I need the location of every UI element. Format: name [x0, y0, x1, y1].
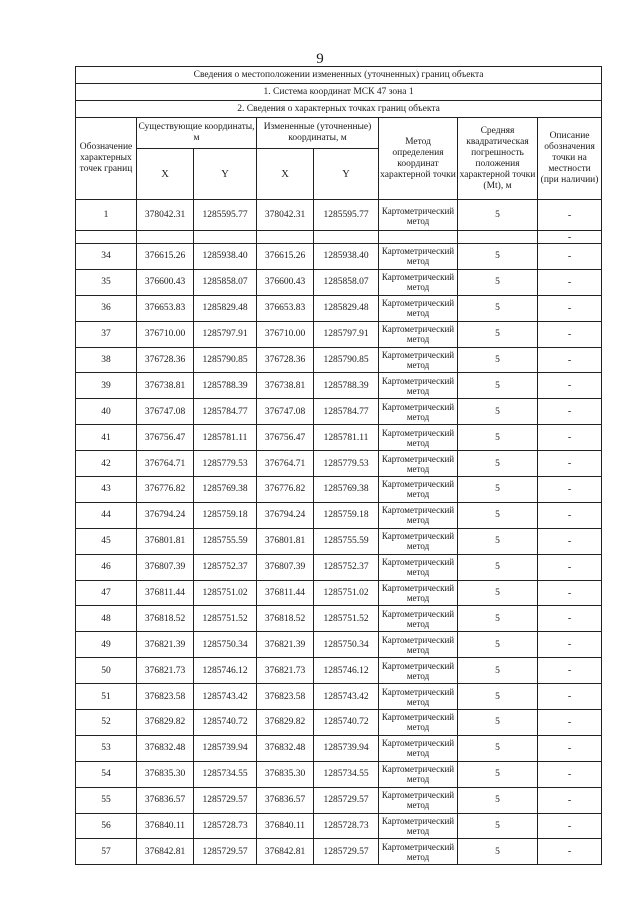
- changed-x: 376829.82: [257, 710, 314, 736]
- table-row: [76, 451, 602, 477]
- table-row: [76, 684, 602, 710]
- changed-x: 376794.24: [257, 502, 314, 528]
- mt-cell: 5: [458, 761, 538, 787]
- table-row: [76, 347, 602, 373]
- method-cell: Картометрический метод: [379, 502, 458, 528]
- method-cell: Картометрический метод: [379, 735, 458, 761]
- table-row: [76, 735, 602, 761]
- method-cell: Картометрический метод: [379, 580, 458, 606]
- point-number: 50: [76, 658, 137, 684]
- existing-x: 376794.24: [137, 502, 194, 528]
- points-section-title: 2. Сведения о характерных точках границ объекта: [76, 101, 602, 118]
- changed-x: 376832.48: [257, 735, 314, 761]
- description-cell: -: [538, 839, 602, 865]
- existing-y: 1285858.07: [194, 269, 257, 295]
- mt-cell: 5: [458, 295, 538, 321]
- header-existing-y: Y: [194, 149, 257, 200]
- changed-y: 1285729.57: [314, 839, 379, 865]
- point-number: 53: [76, 735, 137, 761]
- changed-x: 376821.39: [257, 632, 314, 658]
- changed-x: 376836.57: [257, 787, 314, 813]
- method-cell: Картометрический метод: [379, 269, 458, 295]
- method-cell: Картометрический метод: [379, 554, 458, 580]
- changed-y: 1285784.77: [314, 399, 379, 425]
- table-row: [76, 373, 602, 399]
- header-changed-y: Y: [314, 149, 379, 200]
- description-cell: -: [538, 580, 602, 606]
- existing-y: 1285938.40: [194, 244, 257, 270]
- changed-y: 1285858.07: [314, 269, 379, 295]
- table-row: [76, 710, 602, 736]
- point-number: 56: [76, 813, 137, 839]
- header-existing-x: X: [137, 149, 194, 200]
- point-number: 39: [76, 373, 137, 399]
- point-number: 35: [76, 269, 137, 295]
- changed-x: 376653.83: [257, 295, 314, 321]
- changed-x: 376807.39: [257, 554, 314, 580]
- point-number: 44: [76, 502, 137, 528]
- point-number: 34: [76, 244, 137, 270]
- method-cell: Картометрический метод: [379, 399, 458, 425]
- mt-cell: 5: [458, 710, 538, 736]
- existing-x: 376615.26: [137, 244, 194, 270]
- existing-x: 376840.11: [137, 813, 194, 839]
- changed-y: 1285779.53: [314, 451, 379, 477]
- existing-x: 376710.00: [137, 321, 194, 347]
- mt-cell: 5: [458, 321, 538, 347]
- header-rms-error: Средняя квадратическая погрешность положения характерной точки (Mt), м: [458, 118, 538, 200]
- method-cell: Картометрический метод: [379, 347, 458, 373]
- changed-y: 1285829.48: [314, 295, 379, 321]
- method-cell: Картометрический метод: [379, 244, 458, 270]
- description-cell: -: [538, 684, 602, 710]
- existing-y: 1285752.37: [194, 554, 257, 580]
- description-cell: -: [538, 321, 602, 347]
- mt-cell: 5: [458, 425, 538, 451]
- table-row: [76, 399, 602, 425]
- mt-cell: 5: [458, 554, 538, 580]
- point-number: 43: [76, 477, 137, 503]
- existing-x: 376653.83: [137, 295, 194, 321]
- method-cell: Картометрический метод: [379, 710, 458, 736]
- existing-x: 376811.44: [137, 580, 194, 606]
- description-cell: -: [538, 632, 602, 658]
- existing-x: 376821.39: [137, 632, 194, 658]
- method-cell: Картометрический метод: [379, 477, 458, 503]
- existing-y: 1285595.77: [194, 200, 257, 231]
- table-row: [76, 528, 602, 554]
- changed-y: 1285938.40: [314, 244, 379, 270]
- existing-x: 376842.81: [137, 839, 194, 865]
- mt-cell: 5: [458, 787, 538, 813]
- existing-y: 1285734.55: [194, 761, 257, 787]
- existing-y: 1285759.18: [194, 502, 257, 528]
- mt-cell: 5: [458, 813, 538, 839]
- changed-y: 1285781.11: [314, 425, 379, 451]
- description-cell: -: [538, 451, 602, 477]
- method-cell: Картометрический метод: [379, 425, 458, 451]
- point-number: 54: [76, 761, 137, 787]
- description-cell: -: [538, 502, 602, 528]
- table-row: [76, 554, 602, 580]
- mt-cell: 5: [458, 606, 538, 632]
- method-cell: Картометрический метод: [379, 295, 458, 321]
- changed-y: 1285729.57: [314, 787, 379, 813]
- mt-cell: 5: [458, 658, 538, 684]
- description-cell: -: [538, 787, 602, 813]
- point-number: 42: [76, 451, 137, 477]
- changed-y: 1285743.42: [314, 684, 379, 710]
- header-changed-coords: Измененные (уточненные) координаты, м: [257, 118, 379, 149]
- mt-cell: 5: [458, 451, 538, 477]
- changed-x: 376615.26: [257, 244, 314, 270]
- existing-y: 1285755.59: [194, 528, 257, 554]
- header-changed-x: X: [257, 149, 314, 200]
- existing-x: 376823.58: [137, 684, 194, 710]
- existing-y: 1285769.38: [194, 477, 257, 503]
- changed-x: 376835.30: [257, 761, 314, 787]
- description-cell: -: [538, 710, 602, 736]
- table-row: [76, 839, 602, 865]
- description-cell: -: [538, 477, 602, 503]
- mt-cell: 5: [458, 347, 538, 373]
- changed-x: 376840.11: [257, 813, 314, 839]
- point-number: 45: [76, 528, 137, 554]
- existing-x: 376821.73: [137, 658, 194, 684]
- table-row: [76, 606, 602, 632]
- existing-y: 1285788.39: [194, 373, 257, 399]
- table-row: [76, 813, 602, 839]
- existing-y: 1285746.12: [194, 658, 257, 684]
- table-row: [76, 761, 602, 787]
- mt-cell: 5: [458, 839, 538, 865]
- method-cell: Картометрический метод: [379, 839, 458, 865]
- existing-x: 376738.81: [137, 373, 194, 399]
- method-cell: Картометрический метод: [379, 606, 458, 632]
- existing-y: 1285797.91: [194, 321, 257, 347]
- existing-x: 378042.31: [137, 200, 194, 231]
- description-cell: -: [538, 269, 602, 295]
- point-number: 40: [76, 399, 137, 425]
- boundary-points-table: [75, 66, 602, 865]
- method-cell: Картометрический метод: [379, 321, 458, 347]
- table-row: [76, 580, 602, 606]
- existing-x: 376600.43: [137, 269, 194, 295]
- point-number: 51: [76, 684, 137, 710]
- method-cell: Картометрический метод: [379, 632, 458, 658]
- header-point-designation: Обозначение характерных точек границ: [76, 118, 137, 200]
- changed-y: 1285595.77: [314, 200, 379, 231]
- changed-y: 1285740.72: [314, 710, 379, 736]
- description-cell: -: [538, 813, 602, 839]
- point-number: 36: [76, 295, 137, 321]
- existing-x: 376829.82: [137, 710, 194, 736]
- page-number: 9: [316, 51, 324, 67]
- changed-x: 376710.00: [257, 321, 314, 347]
- method-cell: Картометрический метод: [379, 761, 458, 787]
- changed-y: 1285751.02: [314, 580, 379, 606]
- mt-cell: 5: [458, 502, 538, 528]
- changed-y: 1285755.59: [314, 528, 379, 554]
- method-cell: Картометрический метод: [379, 373, 458, 399]
- changed-x: 376823.58: [257, 684, 314, 710]
- table-title: Сведения о местоположении измененных (уточненных) границ объекта: [76, 67, 602, 84]
- existing-x: 376764.71: [137, 451, 194, 477]
- table-row: [76, 244, 602, 270]
- mt-cell: 5: [458, 244, 538, 270]
- point-number: 52: [76, 710, 137, 736]
- table-row: [76, 321, 602, 347]
- changed-y: 1285739.94: [314, 735, 379, 761]
- method-cell: Картометрический метод: [379, 684, 458, 710]
- changed-x: 376738.81: [257, 373, 314, 399]
- changed-y: 1285788.39: [314, 373, 379, 399]
- changed-y: 1285751.52: [314, 606, 379, 632]
- mt-cell: 5: [458, 684, 538, 710]
- method-cell: Картометрический метод: [379, 451, 458, 477]
- mt-cell: 5: [458, 735, 538, 761]
- header-description: Описание обозначения точки на местности (при наличии): [538, 118, 602, 200]
- point-number: 55: [76, 787, 137, 813]
- existing-y: 1285739.94: [194, 735, 257, 761]
- changed-x: 376801.81: [257, 528, 314, 554]
- description-cell: -: [538, 295, 602, 321]
- changed-y: 1285734.55: [314, 761, 379, 787]
- existing-y: 1285750.34: [194, 632, 257, 658]
- table-row: [76, 658, 602, 684]
- changed-y: 1285797.91: [314, 321, 379, 347]
- changed-y: 1285752.37: [314, 554, 379, 580]
- header-existing-coords: Существующие координаты, м: [137, 118, 257, 149]
- method-cell: Картометрический метод: [379, 658, 458, 684]
- existing-x: 376832.48: [137, 735, 194, 761]
- existing-x: 376807.39: [137, 554, 194, 580]
- table-row: [76, 632, 602, 658]
- table-row: [76, 787, 602, 813]
- mt-cell: 5: [458, 373, 538, 399]
- description-cell: -: [538, 244, 602, 270]
- mt-cell: 5: [458, 477, 538, 503]
- point-number: 49: [76, 632, 137, 658]
- point-number: 48: [76, 606, 137, 632]
- existing-x: 376728.36: [137, 347, 194, 373]
- table-row: [76, 502, 602, 528]
- description-cell: -: [538, 200, 602, 231]
- method-cell: Картометрический метод: [379, 528, 458, 554]
- changed-x: 376818.52: [257, 606, 314, 632]
- description-cell: -: [538, 554, 602, 580]
- point-number: 41: [76, 425, 137, 451]
- description-cell: -: [538, 425, 602, 451]
- existing-x: 376836.57: [137, 787, 194, 813]
- existing-y: 1285779.53: [194, 451, 257, 477]
- existing-x: 376747.08: [137, 399, 194, 425]
- table-row: [76, 425, 602, 451]
- description-cell: -: [538, 735, 602, 761]
- existing-y: 1285751.52: [194, 606, 257, 632]
- description-cell: -: [538, 373, 602, 399]
- mt-cell: 5: [458, 399, 538, 425]
- point-number: 46: [76, 554, 137, 580]
- changed-x: 376842.81: [257, 839, 314, 865]
- existing-x: 376776.82: [137, 477, 194, 503]
- changed-x: 376728.36: [257, 347, 314, 373]
- description-cell: -: [538, 606, 602, 632]
- changed-x: 378042.31: [257, 200, 314, 231]
- existing-x: 376818.52: [137, 606, 194, 632]
- changed-x: 376811.44: [257, 580, 314, 606]
- existing-y: 1285740.72: [194, 710, 257, 736]
- description-cell: -: [538, 658, 602, 684]
- point-number: 38: [76, 347, 137, 373]
- existing-y: 1285728.73: [194, 813, 257, 839]
- table-row: [76, 295, 602, 321]
- description-cell: -: [538, 528, 602, 554]
- changed-x: 376764.71: [257, 451, 314, 477]
- header-method: Метод определения координат характерной точки: [379, 118, 458, 200]
- mt-cell: 5: [458, 632, 538, 658]
- existing-y: 1285790.85: [194, 347, 257, 373]
- changed-x: 376776.82: [257, 477, 314, 503]
- existing-x: 376835.30: [137, 761, 194, 787]
- mt-cell: 5: [458, 580, 538, 606]
- point-number: 1: [76, 200, 137, 231]
- existing-y: 1285729.57: [194, 839, 257, 865]
- existing-x: 376801.81: [137, 528, 194, 554]
- existing-y: 1285781.11: [194, 425, 257, 451]
- existing-y: 1285829.48: [194, 295, 257, 321]
- changed-y: 1285750.34: [314, 632, 379, 658]
- method-cell: Картометрический метод: [379, 200, 458, 231]
- table-row-gap: [76, 231, 602, 244]
- mt-cell: 5: [458, 269, 538, 295]
- point-number: 47: [76, 580, 137, 606]
- mt-cell: 5: [458, 528, 538, 554]
- description-cell: -: [538, 399, 602, 425]
- existing-x: 376756.47: [137, 425, 194, 451]
- changed-y: 1285759.18: [314, 502, 379, 528]
- method-cell: Картометрический метод: [379, 813, 458, 839]
- description-cell: -: [538, 761, 602, 787]
- changed-y: 1285769.38: [314, 477, 379, 503]
- description-cell: -: [538, 347, 602, 373]
- changed-y: 1285746.12: [314, 658, 379, 684]
- changed-x: 376600.43: [257, 269, 314, 295]
- description-cell: -: [538, 231, 602, 244]
- changed-y: 1285790.85: [314, 347, 379, 373]
- existing-y: 1285743.42: [194, 684, 257, 710]
- point-number: 37: [76, 321, 137, 347]
- point-number: 57: [76, 839, 137, 865]
- mt-cell: 5: [458, 200, 538, 231]
- table-row: [76, 200, 602, 231]
- existing-y: 1285729.57: [194, 787, 257, 813]
- changed-x: 376756.47: [257, 425, 314, 451]
- table-row: [76, 477, 602, 503]
- table-row: [76, 269, 602, 295]
- coordinate-system-title: 1. Система координат МСК 47 зона 1: [76, 84, 602, 101]
- existing-y: 1285784.77: [194, 399, 257, 425]
- method-cell: Картометрический метод: [379, 787, 458, 813]
- changed-x: 376747.08: [257, 399, 314, 425]
- changed-y: 1285728.73: [314, 813, 379, 839]
- changed-x: 376821.73: [257, 658, 314, 684]
- existing-y: 1285751.02: [194, 580, 257, 606]
